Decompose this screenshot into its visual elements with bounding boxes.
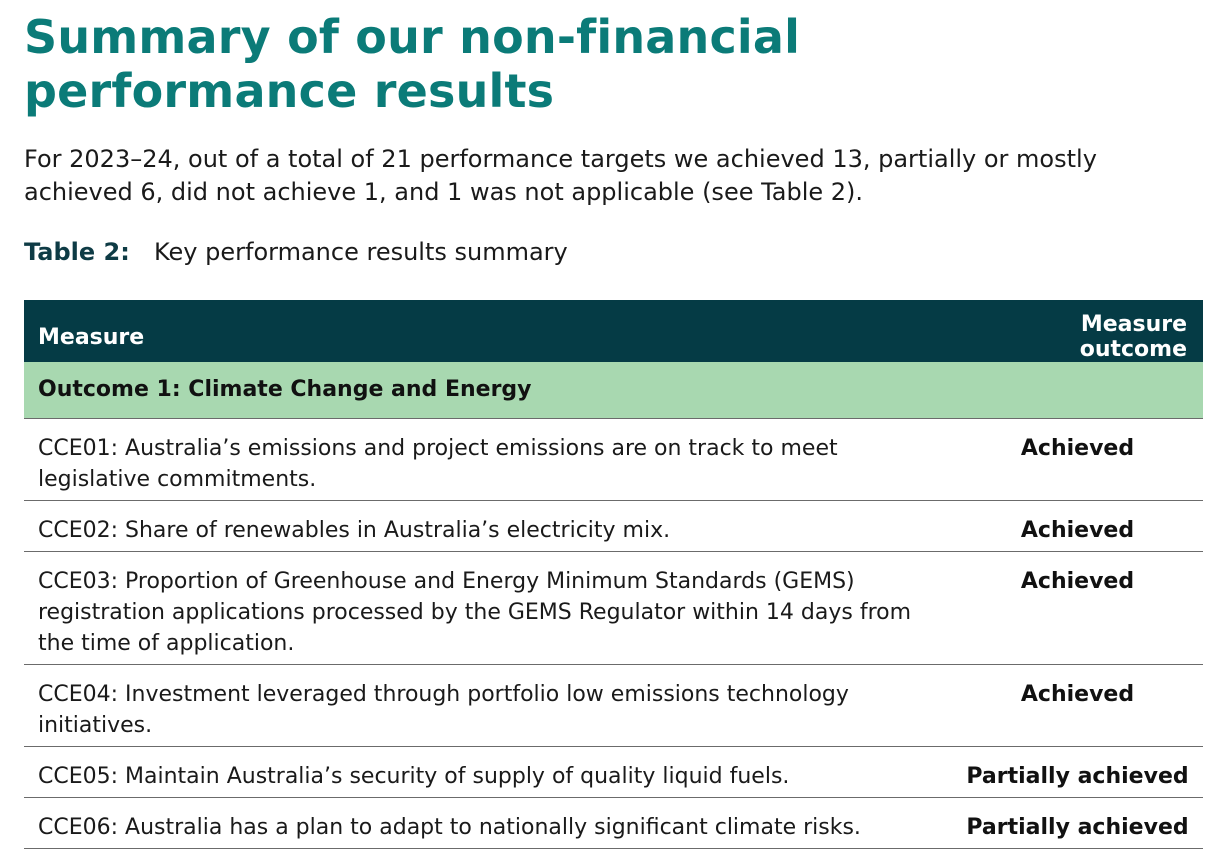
- outcome-cell: Partially achieved: [952, 797, 1203, 848]
- header-measure: Measure: [24, 300, 952, 362]
- table-caption-label: Table 2:: [24, 238, 130, 266]
- outcome-cell: Achieved: [952, 418, 1203, 500]
- table-row: [24, 418, 1203, 500]
- measure-cell: CCE01: Australia’s emissions and project emissions are on track to meet legislative commitments.: [24, 418, 952, 500]
- measure-cell: CCE05: Maintain Australia’s security of supply of quality liquid fuels.: [24, 746, 952, 797]
- page-title-line-2: performance results: [24, 64, 555, 118]
- measure-cell: CCE03: Proportion of Greenhouse and Energy Minimum Standards (GEMS) registration applications processed by the GEMS Regulator within 14 days from the time of application.: [24, 551, 952, 664]
- table-row: [24, 500, 1203, 551]
- table-caption-text: Key performance results summary: [154, 238, 568, 266]
- group-label: Outcome 1: Climate Change and Energy: [24, 362, 1203, 418]
- outcome-cell: Achieved: [952, 664, 1203, 746]
- table-header-row: [24, 300, 1203, 362]
- intro-paragraph: For 2023–24, out of a total of 21 performance targets we achieved 13, partially or mostly achieved 6, did not achieve 1, and 1 was not applicable (see Table 2).: [24, 145, 1097, 206]
- measure-cell: CCE06: Australia has a plan to adapt to nationally significant climate risks.: [24, 797, 952, 848]
- outcome-cell: Achieved: [952, 500, 1203, 551]
- page-title: [24, 10, 800, 118]
- table-row: [24, 551, 1203, 664]
- outcome-cell: Partially achieved: [952, 746, 1203, 797]
- table-row: [24, 746, 1203, 797]
- measure-cell: CCE04: Investment leveraged through portfolio low emissions technology initiatives.: [24, 664, 952, 746]
- table-caption: [24, 235, 568, 269]
- table-row: [24, 797, 1203, 848]
- table-row: [24, 664, 1203, 746]
- header-measure-outcome: Measure outcome: [952, 300, 1203, 362]
- outcome-cell: Achieved: [952, 551, 1203, 664]
- measure-cell: CCE02: Share of renewables in Australia’s electricity mix.: [24, 500, 952, 551]
- group-row-outcome-1: [24, 362, 1203, 418]
- results-table: [24, 300, 1203, 849]
- page-title-line-1: Summary of our non-financial: [24, 10, 801, 64]
